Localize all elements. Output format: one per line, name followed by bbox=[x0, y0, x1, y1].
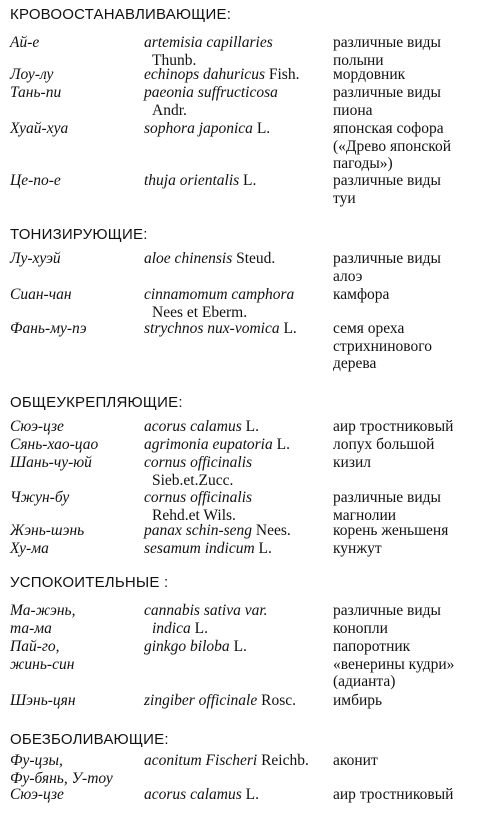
chinese-name bbox=[10, 489, 140, 507]
latin-name-line bbox=[144, 692, 344, 710]
russian-name-line: мордовник bbox=[333, 66, 406, 83]
latin-species: echinops dahuricus bbox=[144, 66, 265, 83]
russian-name-line: различные виды bbox=[333, 172, 441, 189]
chinese-name-line: Ай-е bbox=[10, 34, 40, 51]
latin-name bbox=[144, 120, 344, 138]
russian-name bbox=[333, 638, 487, 691]
latin-name bbox=[144, 786, 344, 804]
latin-name bbox=[144, 489, 344, 524]
chinese-name bbox=[10, 172, 140, 190]
latin-name bbox=[144, 286, 344, 321]
latin-name bbox=[144, 34, 344, 69]
chinese-name bbox=[10, 66, 140, 84]
chinese-name-line: Пай-го, bbox=[10, 638, 60, 655]
latin-name-line bbox=[144, 472, 344, 490]
latin-species: cinnamomum camphora bbox=[144, 286, 295, 303]
chinese-name-line: Шань-чу-юй bbox=[10, 454, 92, 471]
latin-species: agrimonia eupatoria bbox=[144, 436, 273, 453]
latin-species: Rehd.et Wils. bbox=[152, 506, 236, 524]
russian-name bbox=[333, 66, 487, 84]
latin-species: panax schin-seng bbox=[144, 522, 253, 539]
russian-name-line: пиона bbox=[333, 101, 373, 119]
latin-name-line bbox=[144, 34, 344, 52]
russian-name bbox=[333, 120, 487, 173]
chinese-name bbox=[10, 602, 140, 637]
russian-name bbox=[333, 602, 487, 637]
latin-name bbox=[144, 454, 344, 489]
latin-name bbox=[144, 172, 344, 190]
russian-name bbox=[333, 522, 487, 540]
chinese-name bbox=[10, 752, 140, 787]
chinese-name-line: жинь-син bbox=[10, 655, 75, 673]
russian-name bbox=[333, 752, 487, 770]
latin-species: Andr. bbox=[152, 101, 187, 119]
latin-name-line bbox=[144, 172, 344, 190]
latin-species: zingiber officinale bbox=[144, 692, 258, 709]
chinese-name bbox=[10, 786, 140, 804]
latin-name-line bbox=[144, 786, 344, 804]
chinese-name bbox=[10, 320, 140, 338]
chinese-name bbox=[10, 436, 140, 454]
chinese-name-line: Сюэ-цзе bbox=[10, 418, 64, 435]
chinese-name-line: та-ма bbox=[10, 619, 52, 637]
russian-name-line: стрихнинового bbox=[333, 337, 432, 355]
russian-name-line: туи bbox=[333, 189, 356, 207]
latin-name-line bbox=[144, 304, 344, 322]
chinese-name-line: Фань-му-пэ bbox=[10, 320, 87, 337]
latin-name-line bbox=[144, 602, 344, 620]
latin-species: cornus officinalis bbox=[144, 489, 253, 506]
latin-author: L. bbox=[256, 120, 271, 137]
section-heading: ТОНИЗИРУЮЩИЕ: bbox=[10, 226, 148, 243]
latin-name-line bbox=[144, 752, 344, 770]
russian-name bbox=[333, 436, 487, 454]
russian-name-line: дерева bbox=[333, 355, 377, 372]
chinese-name bbox=[10, 418, 140, 436]
chinese-name bbox=[10, 250, 140, 268]
chinese-name-line: Фу-бянь, У-тоу bbox=[10, 769, 113, 787]
chinese-name-line: Лоу-лу bbox=[10, 66, 54, 83]
latin-species: Sieb.et.Zucc. bbox=[152, 471, 234, 489]
chinese-name-line: Лу-хуэй bbox=[10, 250, 61, 267]
chinese-name-line: Шэнь-цян bbox=[10, 692, 76, 709]
russian-name bbox=[333, 692, 487, 710]
chinese-name-line: Сиан-чан bbox=[10, 286, 72, 303]
latin-species: sesamum indicum bbox=[144, 540, 255, 557]
chinese-name-line: Тань-пи bbox=[10, 84, 62, 101]
chinese-name-line: Жэнь-шэнь bbox=[10, 522, 85, 539]
latin-author: Steud. bbox=[236, 250, 276, 267]
latin-species: aloe chinensis bbox=[144, 250, 233, 267]
latin-species: sophora japonica bbox=[144, 120, 253, 137]
russian-name-line: различные виды bbox=[333, 84, 441, 101]
latin-name-line bbox=[144, 102, 344, 120]
latin-name-line bbox=[144, 84, 344, 102]
russian-name-line: аконит bbox=[333, 752, 378, 769]
latin-species: indica bbox=[152, 619, 191, 637]
russian-name bbox=[333, 250, 487, 285]
chinese-name bbox=[10, 286, 140, 304]
latin-author: L. bbox=[258, 540, 272, 557]
chinese-name bbox=[10, 454, 140, 472]
russian-name-line: аир тростниковый bbox=[333, 786, 454, 803]
chinese-name-line: Ху-ма bbox=[10, 540, 49, 557]
latin-name bbox=[144, 66, 344, 84]
latin-name bbox=[144, 692, 344, 710]
russian-name bbox=[333, 540, 487, 558]
latin-name bbox=[144, 540, 344, 558]
chinese-name bbox=[10, 84, 140, 102]
latin-name-line bbox=[144, 120, 344, 138]
latin-name bbox=[144, 436, 344, 454]
chinese-name-line: Хуай-хуа bbox=[10, 120, 69, 137]
russian-name bbox=[333, 786, 487, 804]
latin-name bbox=[144, 602, 344, 637]
latin-species: Thunb. bbox=[152, 51, 197, 69]
latin-name-line bbox=[144, 286, 344, 304]
chinese-name bbox=[10, 120, 140, 138]
latin-name-line bbox=[144, 638, 344, 656]
russian-name-line: различные виды bbox=[333, 250, 441, 267]
russian-name bbox=[333, 418, 487, 436]
latin-name-line bbox=[144, 620, 344, 638]
russian-name-line: папоротник bbox=[333, 638, 411, 655]
chinese-name-line: Ма-жэнь, bbox=[10, 602, 76, 619]
russian-name-line: различные виды bbox=[333, 602, 441, 619]
latin-name-line bbox=[144, 522, 344, 540]
latin-name bbox=[144, 418, 344, 436]
chinese-name bbox=[10, 540, 140, 558]
russian-name bbox=[333, 454, 487, 472]
chinese-name bbox=[10, 522, 140, 540]
russian-name-line: кизил bbox=[333, 454, 371, 471]
latin-author: L. bbox=[283, 320, 297, 337]
latin-name-line bbox=[144, 489, 344, 507]
chinese-name-line: Сянь-хао-цао bbox=[10, 436, 99, 453]
latin-name-line bbox=[144, 454, 344, 472]
section-heading: УСПОКОИТЕЛЬНЫЕ : bbox=[10, 574, 169, 591]
chinese-name-line: Сюэ-цзе bbox=[10, 786, 64, 803]
russian-name-line: конопли bbox=[333, 619, 388, 637]
section-heading: ОБЕЗБОЛИВАЮЩИЕ: bbox=[10, 731, 169, 748]
chinese-name bbox=[10, 34, 140, 52]
latin-species: artemisia capillaries bbox=[144, 34, 273, 51]
section-heading: ОБЩЕУКРЕПЛЯЮЩИЕ: bbox=[10, 394, 183, 411]
latin-author: L. bbox=[194, 619, 208, 637]
latin-name-line bbox=[144, 320, 344, 338]
russian-name-line: аир тростниковый bbox=[333, 418, 454, 435]
russian-name-line: различные виды bbox=[333, 489, 441, 506]
latin-author: L. bbox=[245, 418, 259, 435]
latin-author: Fish. bbox=[268, 66, 300, 83]
latin-name-line bbox=[144, 250, 344, 268]
latin-species: cornus officinalis bbox=[144, 454, 253, 471]
latin-author: Nees. bbox=[255, 522, 291, 539]
latin-name bbox=[144, 250, 344, 268]
latin-name-line bbox=[144, 436, 344, 454]
latin-species: Nees et Eberm. bbox=[152, 303, 248, 321]
latin-species: aconitum Fischeri bbox=[144, 752, 258, 769]
russian-name bbox=[333, 34, 487, 69]
latin-author: L. bbox=[276, 436, 290, 453]
russian-name-line: алоэ bbox=[333, 267, 363, 285]
russian-name-line: полыни bbox=[333, 51, 384, 69]
russian-name-line: семя ореха bbox=[333, 320, 405, 337]
chinese-name-line: Чжун-бу bbox=[10, 489, 70, 506]
russian-name-line: магнолии bbox=[333, 506, 397, 524]
russian-name-line: имбирь bbox=[333, 692, 383, 709]
latin-name bbox=[144, 522, 344, 540]
russian-name bbox=[333, 172, 487, 207]
russian-name-line: пагоды») bbox=[333, 155, 393, 172]
latin-author: L. bbox=[233, 638, 247, 655]
latin-species: acorus calamus bbox=[144, 786, 242, 803]
latin-name-line bbox=[144, 540, 344, 558]
chinese-name bbox=[10, 692, 140, 710]
chinese-name bbox=[10, 638, 140, 673]
russian-name-line: корень женьшеня bbox=[333, 522, 449, 539]
russian-name-line: различные виды bbox=[333, 34, 441, 51]
latin-author: Rosc. bbox=[261, 692, 296, 709]
latin-name bbox=[144, 638, 344, 656]
section-heading: КРОВООСТАНАВЛИВАЮЩИЕ: bbox=[10, 6, 232, 23]
latin-species: cannabis sativa var. bbox=[144, 602, 268, 619]
russian-name-line: кунжут bbox=[333, 540, 382, 557]
russian-name-line: лопух большой bbox=[333, 436, 435, 453]
latin-author: L. bbox=[243, 172, 257, 189]
latin-author: L. bbox=[245, 786, 259, 803]
latin-name-line bbox=[144, 66, 344, 84]
latin-species: thuja orientalis bbox=[144, 172, 240, 189]
russian-name-line: камфора bbox=[333, 286, 390, 303]
russian-name-line: (адианта) bbox=[333, 673, 396, 690]
russian-name bbox=[333, 489, 487, 524]
latin-name bbox=[144, 320, 344, 338]
russian-name-line: «венерины кудри» bbox=[333, 655, 455, 673]
latin-species: acorus calamus bbox=[144, 418, 242, 435]
russian-name bbox=[333, 320, 487, 373]
latin-species: paeonia suffructicosa bbox=[144, 84, 278, 101]
latin-species: ginkgo biloba bbox=[144, 638, 230, 655]
latin-species: strychnos nux-vomica bbox=[144, 320, 280, 337]
chinese-name-line: Фу-цзы, bbox=[10, 752, 63, 769]
russian-name-line: («Древо японской bbox=[333, 137, 452, 155]
chinese-name-line: Це-по-е bbox=[10, 172, 61, 189]
latin-author: Reichb. bbox=[261, 752, 309, 769]
latin-name-line bbox=[144, 418, 344, 436]
russian-name-line: японская софора bbox=[333, 120, 444, 137]
russian-name bbox=[333, 286, 487, 304]
russian-name bbox=[333, 84, 487, 119]
latin-name bbox=[144, 84, 344, 119]
latin-name bbox=[144, 752, 344, 770]
